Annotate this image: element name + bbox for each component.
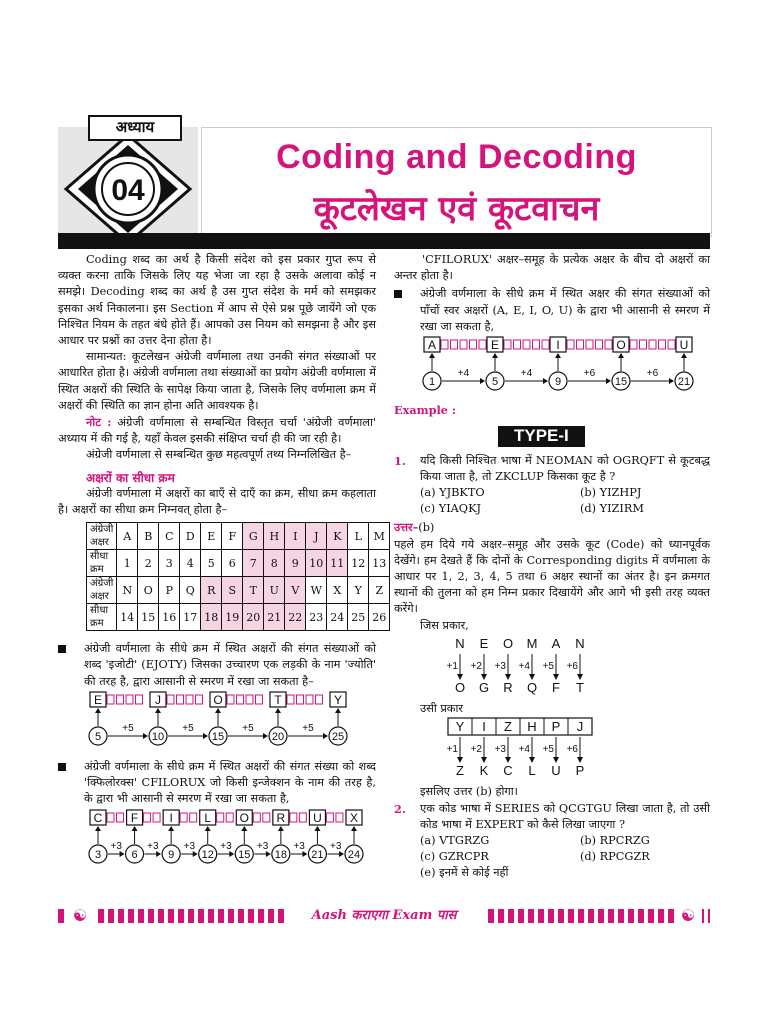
- chapter-badge-panel: [58, 127, 198, 245]
- position-number: 6: [131, 848, 138, 861]
- q2-options: [394, 833, 710, 865]
- source-letter: I: [482, 719, 486, 735]
- jis-prakar: जिस प्रकार,: [420, 618, 469, 632]
- letter: I: [556, 338, 560, 353]
- step-label: +5: [302, 722, 314, 734]
- table-cell: 14: [117, 604, 138, 631]
- mapping-diagram-1: [394, 634, 710, 696]
- letter: R: [276, 810, 286, 825]
- question-number: 1.: [394, 453, 406, 468]
- table-cell: 12: [348, 550, 369, 577]
- letter: E: [490, 338, 500, 353]
- placeholder-box: [167, 695, 174, 704]
- code-letter: L: [528, 763, 536, 779]
- table-cell: U: [264, 577, 285, 604]
- code-letter: Q: [526, 679, 538, 695]
- note-paragraph: [58, 414, 376, 447]
- position-number: 15: [211, 730, 225, 743]
- table-cell: V: [285, 577, 306, 604]
- source-letter: Z: [504, 719, 512, 735]
- position-number: 9: [554, 376, 562, 389]
- position-number: 24: [347, 848, 361, 861]
- table-cell: J: [306, 523, 327, 550]
- placeholder-box: [190, 813, 197, 822]
- chapter-badge: [58, 127, 198, 245]
- code-letter: G: [478, 679, 490, 695]
- placeholder-box: [246, 695, 253, 704]
- placeholder-box: [659, 340, 666, 349]
- table-cell: 15: [138, 604, 159, 631]
- table-row: [87, 577, 390, 604]
- placeholder-box: [126, 695, 133, 704]
- source-letter: N: [455, 635, 465, 651]
- table-cell: G: [243, 523, 264, 550]
- arrow-head: [215, 708, 221, 713]
- shift-label: +6: [566, 744, 578, 756]
- shift-label: +6: [566, 660, 578, 672]
- intro-paragraph: Coding शब्द का अर्थ है किसी संदेश को इस प्रकार गुप्त रूप से व्यक्त करना ताकि जिसके लिए यह भेजा जा रहा है उसके अलावा कोई न समझे। Decoding शब्द का अर्थ है उस गुप्त संदेश के मर्म को समझकर इसका अर्थ निकालना। इस Section में आप से ऐसे प्रश्न पूछे जायेंगे जो एक निश्चित नियम के तहत बंधे होते हैं। आपको उस नियम को समझना है और इस आधार पर प्रश्नों का उत्तर देना होता है।: [58, 253, 376, 348]
- shift-label: +4: [518, 660, 530, 672]
- arrow-head: [606, 378, 611, 384]
- placeholder-box: [117, 695, 124, 704]
- table-cell: N: [117, 577, 138, 604]
- placeholder-box: [596, 340, 603, 349]
- question-number: 2.: [394, 801, 406, 816]
- shift-label: +5: [542, 744, 554, 756]
- shift-label: +3: [494, 744, 506, 756]
- footer-tagline: Aash कराएगा Exam पास: [284, 906, 484, 926]
- letter: A: [427, 338, 437, 353]
- table-cell: 11: [327, 550, 348, 577]
- placeholder-box: [227, 695, 234, 704]
- arrow-head: [241, 826, 247, 831]
- step-label: +5: [122, 722, 134, 734]
- placeholder-box: [177, 695, 184, 704]
- table-cell: 1: [117, 550, 138, 577]
- mapping-diagram-2: [394, 717, 710, 779]
- note-text: अंग्रेजी वर्णमाला से सम्बन्धित विस्तृत चर्चा 'अंग्रेजी वर्णमाला' अध्याय में की गई है, यहाँ केवल इसकी संक्षिप्त चर्चा ही की जा रही है।: [58, 416, 377, 446]
- code-letter: R: [503, 679, 513, 695]
- letter: C: [93, 810, 103, 825]
- question-text: यदि किसी निश्चित भाषा में NEOMAN को OGRQFT से कूटबद्ध किया जाता है, तो ZKCLUP किसका कूट है ?: [420, 453, 710, 483]
- code-letter: F: [552, 679, 560, 695]
- table-row: [87, 523, 390, 550]
- vowels-text: अंग्रेजी वर्णमाला के सीधे क्रम में स्थित अक्षर की संगत संख्याओं को पाँचों स्वर अक्षरों (A, E, I, O, U) के द्वारा भी आसानी से स्मरण में रखा जा सकता है,: [420, 287, 710, 333]
- placeholder-box: [117, 813, 124, 822]
- example-label: Example :: [394, 403, 457, 418]
- arrow-head: [168, 826, 174, 831]
- table-cell: 17: [180, 604, 201, 631]
- arrow-head: [155, 708, 161, 713]
- placeholder-box: [263, 813, 270, 822]
- table-cell: A: [117, 523, 138, 550]
- yin-yang-icon: ☯: [66, 906, 94, 926]
- question-text: एक कोड भाषा में SERIES को QCGTGU लिखा जाता है, तो उसी कोड भाषा में EXPERT को कैसे लिखा जाएगा ?: [420, 801, 710, 831]
- letter: J: [155, 692, 161, 707]
- placeholder-box: [217, 813, 224, 822]
- code-letter: P: [575, 763, 585, 779]
- position-number: 25: [331, 730, 345, 743]
- code-letter: Z: [456, 763, 464, 779]
- shift-label: +5: [542, 660, 554, 672]
- placeholder-box: [316, 695, 323, 704]
- option: (a) YJBKTO: [420, 486, 485, 500]
- letter: Y: [333, 692, 343, 707]
- code-letter: O: [454, 679, 466, 695]
- general-paragraph: सामान्यत: कूटलेखन अंग्रेजी वर्णमाला तथा उनकी संगत संख्याओं पर आधारित होता है। अंग्रेजी वर्णमाला तथा संख्याओं का प्रयोग अंग्रेजी वर्णमाला में स्थित अक्षरों की स्थिति के सापेक्ष किया जाता है, जिसके लिए वर्णमाला क्रम में अक्षरों की स्थिति का ज्ञान होना अति आवश्यक है।: [58, 350, 377, 412]
- step-label: +3: [183, 840, 196, 852]
- table-cell: W: [306, 577, 327, 604]
- solution-text: पहले हम दिये गये अक्षर–समूह और उसके कूट (Code) को ध्यानपूर्वक देखेंगे। हम देखते हैं कि दोनों के Corresponding digits में वर्णमाला के आधार पर 1, 2, 3, 4, 5 तथा 6 अक्षर स्थानों का अंतर है। इन क्रमगत स्थानों की तुलना को हम निम्न प्रकार दिखायेंगे और आगे भी इसी तरह व्यक्त करेंगे।: [394, 537, 710, 616]
- position-number: 9: [168, 848, 175, 861]
- table-cell: 22: [285, 604, 306, 631]
- position-number: 3: [94, 848, 102, 861]
- table-cell: 20: [243, 604, 264, 631]
- option: (b) RPCRZG: [580, 834, 650, 848]
- placeholder-box: [605, 340, 612, 349]
- placeholder-box: [460, 340, 467, 349]
- placeholder-box: [299, 813, 306, 822]
- step-label: +4: [520, 368, 533, 380]
- letter: U: [679, 338, 689, 353]
- table-cell: 26: [369, 604, 390, 631]
- placeholder-box: [668, 340, 675, 349]
- position-number: 21: [677, 376, 691, 389]
- table-row: [87, 550, 390, 577]
- table-cell: 13: [369, 550, 390, 577]
- row-label: अंग्रेजी अक्षर: [87, 577, 117, 604]
- shift-label: +4: [518, 744, 530, 756]
- arrow-head: [480, 378, 485, 384]
- letter: L: [204, 810, 212, 825]
- position-number: 15: [614, 376, 628, 389]
- table-cell: 10: [306, 550, 327, 577]
- step-label: +3: [220, 840, 232, 852]
- letter: I: [169, 810, 173, 825]
- option: (c) GZRCPR: [420, 850, 489, 864]
- table-cell: P: [159, 577, 180, 604]
- source-letter: N: [575, 635, 585, 651]
- position-number: 15: [238, 848, 251, 861]
- arrow-head: [143, 733, 148, 739]
- cfilorux-diagram: [58, 808, 376, 870]
- chapter-header: [58, 115, 710, 245]
- shift-label: +2: [470, 660, 482, 672]
- arrow-head: [95, 826, 101, 831]
- source-letter: A: [551, 635, 561, 651]
- direct-order-paragraph: अंग्रेजी वर्णमाला में अक्षरों का बाएँ से दाएँ का क्रम, सीधा क्रम कहलाता है। अक्षरों का सीधा क्रम निम्नवत् होता है–: [58, 486, 376, 517]
- table-cell: D: [180, 523, 201, 550]
- step-label: +3: [293, 840, 305, 852]
- placeholder-box: [533, 340, 540, 349]
- arrow-head: [263, 733, 268, 739]
- step-label: +6: [646, 368, 659, 380]
- table-cell: Q: [180, 577, 201, 604]
- question-1: [394, 453, 710, 485]
- arrow-head: [618, 353, 624, 358]
- placeholder-box: [470, 340, 477, 349]
- source-letter: J: [576, 719, 584, 735]
- right-column: [394, 252, 710, 882]
- option: (d) YIZIRM: [580, 502, 644, 516]
- code-letter: T: [576, 679, 584, 695]
- header-divider: [58, 233, 710, 249]
- table-cell: 2: [138, 550, 159, 577]
- table-row: [87, 604, 390, 631]
- placeholder-box: [504, 340, 511, 349]
- yin-yang-icon: ☯: [674, 906, 702, 926]
- placeholder-box: [523, 340, 530, 349]
- vowels-bullet: [394, 286, 710, 335]
- table-cell: 4: [180, 550, 201, 577]
- option: (d) RPCGZR: [580, 850, 650, 864]
- arrow-head: [335, 708, 341, 713]
- table-cell: 24: [327, 604, 348, 631]
- position-number: 20: [271, 730, 285, 743]
- step-label: +3: [330, 840, 342, 852]
- placeholder-box: [297, 695, 304, 704]
- placeholder-box: [144, 813, 151, 822]
- alphabet-table: [86, 522, 390, 631]
- table-cell: 25: [348, 604, 369, 631]
- table-cell: Y: [348, 577, 369, 604]
- ejoty-bullet: [58, 641, 376, 690]
- step-label: +3: [147, 840, 159, 852]
- table-cell: M: [369, 523, 390, 550]
- bullet-square: [58, 645, 66, 653]
- source-letter: Y: [455, 719, 465, 735]
- position-number: 5: [94, 730, 102, 743]
- step-label: +4: [457, 368, 470, 380]
- option: (c) YIAQKJ: [420, 502, 482, 516]
- position-number: 1: [428, 376, 436, 389]
- note-label: नोट :: [86, 415, 112, 430]
- bullet-square: [394, 290, 402, 298]
- table-cell: T: [243, 577, 264, 604]
- placeholder-box: [336, 813, 343, 822]
- table-cell: L: [348, 523, 369, 550]
- source-letter: M: [526, 635, 538, 651]
- arrow-head: [278, 826, 284, 831]
- letter: X: [349, 810, 359, 825]
- arrow-head: [681, 353, 687, 358]
- placeholder-box: [441, 340, 448, 349]
- placeholder-box: [107, 813, 114, 822]
- step-label: +5: [182, 722, 194, 734]
- type-badge: TYPE-I: [498, 426, 585, 446]
- table-cell: E: [201, 523, 222, 550]
- bullet-square: [58, 763, 66, 771]
- placeholder-box: [514, 340, 521, 349]
- arrow-head: [429, 353, 435, 358]
- left-column: [58, 252, 387, 875]
- step-label: +3: [256, 840, 269, 852]
- source-letter: P: [551, 719, 561, 735]
- table-cell: 18: [201, 604, 222, 631]
- vowels-diagram: [394, 335, 710, 397]
- letter: T: [274, 692, 282, 707]
- position-number: 21: [311, 848, 324, 861]
- table-cell: 7: [243, 550, 264, 577]
- arrow-head: [543, 378, 548, 384]
- footer-band: [58, 906, 710, 926]
- facts-intro: अंग्रेजी वर्णमाला से सम्बन्धित कुछ महत्वपूर्ण तथ्य निम्नलिखित है–: [86, 448, 352, 462]
- letter: U: [313, 810, 322, 825]
- code-letter: U: [551, 763, 561, 779]
- arrow-head: [492, 353, 498, 358]
- position-number: 12: [201, 848, 214, 861]
- placeholder-box: [226, 813, 233, 822]
- answer-line: [394, 519, 710, 536]
- table-cell: 3: [159, 550, 180, 577]
- placeholder-box: [237, 695, 244, 704]
- table-cell: S: [222, 577, 243, 604]
- shift-label: +1: [446, 744, 458, 756]
- placeholder-box: [290, 813, 297, 822]
- arrow-head: [205, 826, 211, 831]
- cfilorux-text: अंग्रेजी वर्णमाला के सीधे क्रम में स्थित अक्षरों की संगत संख्या को शब्द 'क्फिलोरक्स' CFILORUX जो किसी इन्जेक्शन के नाम की तरह है, के द्वारा भी आसानी से स्मरण में रखा जा सकता है,: [84, 760, 376, 806]
- letter: F: [130, 810, 139, 825]
- placeholder-box: [630, 340, 637, 349]
- position-number: 5: [491, 376, 499, 389]
- table-cell: 9: [285, 550, 306, 577]
- chapter-label: अध्याय: [88, 115, 182, 141]
- table-cell: R: [201, 577, 222, 604]
- placeholder-box: [196, 695, 203, 704]
- table-cell: 8: [264, 550, 285, 577]
- placeholder-box: [253, 813, 260, 822]
- placeholder-box: [640, 340, 647, 349]
- table-cell: H: [264, 523, 285, 550]
- row-label: सीधा क्रम: [87, 604, 117, 631]
- arrow-head: [95, 708, 101, 713]
- source-letter: O: [502, 635, 514, 651]
- table-cell: 16: [159, 604, 180, 631]
- q1-options: [394, 485, 710, 517]
- answer-value: (b): [418, 521, 435, 535]
- arrow-head: [314, 826, 320, 831]
- arrow-head: [323, 733, 328, 739]
- section-subhead: अक्षरों का सीधा क्रम: [86, 470, 175, 485]
- chapter-number: 04: [111, 174, 145, 207]
- cfilorux-bullet: [58, 759, 376, 808]
- shift-label: +3: [494, 660, 506, 672]
- title-english: Coding and Decoding: [276, 138, 637, 176]
- position-number: 18: [274, 848, 287, 861]
- answer-label: उत्तर–: [394, 520, 419, 535]
- placeholder-box: [451, 340, 458, 349]
- placeholder-box: [577, 340, 584, 349]
- ejoty-text: अंग्रेजी वर्णमाला के सीधे क्रम में स्थित अक्षरों की संगत संख्याओं को शब्द 'इजोटी' (EJOTY) जिसका उच्चारण एक लड़की के नाम 'ज्योति' की तरह है, द्वारा आसानी से स्मरण में रखा जा सकता है–: [84, 642, 376, 688]
- placeholder-box: [256, 695, 263, 704]
- placeholder-box: [180, 813, 187, 822]
- placeholder-box: [136, 695, 143, 704]
- placeholder-box: [306, 695, 313, 704]
- arrow-head: [555, 353, 561, 358]
- placeholder-box: [479, 340, 486, 349]
- table-cell: 5: [201, 550, 222, 577]
- title-hindi: कूटलेखन एवं कूटवाचन: [313, 189, 600, 229]
- table-cell: X: [327, 577, 348, 604]
- table-cell: 19: [222, 604, 243, 631]
- cfilorux-note: 'CFILORUX' अक्षर–समूह के प्रत्येक अक्षर के बीच दो अक्षरों का अन्तर होता है।: [394, 253, 710, 283]
- arrow-head: [351, 826, 357, 831]
- position-number: 10: [151, 730, 165, 743]
- letter: O: [213, 692, 223, 707]
- table-cell: 21: [264, 604, 285, 631]
- shift-label: +1: [446, 660, 458, 672]
- placeholder-box: [287, 695, 294, 704]
- arrow-head: [669, 378, 674, 384]
- placeholder-box: [186, 695, 193, 704]
- table-cell: Z: [369, 577, 390, 604]
- shift-label: +2: [470, 744, 482, 756]
- step-label: +3: [110, 840, 122, 852]
- arrow-head: [132, 826, 138, 831]
- arrow-head: [203, 733, 208, 739]
- letter: E: [93, 692, 103, 707]
- code-letter: K: [479, 763, 489, 779]
- letter: O: [616, 338, 626, 353]
- source-letter: E: [479, 635, 489, 651]
- usi-prakar: उसी प्रकार: [420, 702, 463, 716]
- table-cell: C: [159, 523, 180, 550]
- step-label: +6: [583, 368, 596, 380]
- placeholder-box: [153, 813, 160, 822]
- code-letter: C: [503, 763, 513, 779]
- table-cell: I: [285, 523, 306, 550]
- row-label: अंग्रेजी अक्षर: [87, 523, 117, 550]
- step-label: +5: [242, 722, 254, 734]
- question-2: [394, 801, 710, 833]
- ejoty-diagram: [58, 690, 376, 752]
- option: (a) VTGRZG: [420, 834, 490, 848]
- placeholder-box: [649, 340, 656, 349]
- placeholder-box: [542, 340, 549, 349]
- table-cell: 6: [222, 550, 243, 577]
- arrow-head: [275, 708, 281, 713]
- placeholder-box: [567, 340, 574, 349]
- table-cell: B: [138, 523, 159, 550]
- placeholder-box: [326, 813, 333, 822]
- title-box: [201, 127, 712, 237]
- table-cell: K: [327, 523, 348, 550]
- conclusion: इसलिए उत्तर (b) होगा।: [420, 785, 518, 799]
- source-letter: H: [527, 719, 537, 735]
- option: (b) YIZHPJ: [580, 486, 642, 500]
- table-cell: F: [222, 523, 243, 550]
- option: (e) इनमें से कोई नहीं: [420, 866, 509, 880]
- table-cell: 23: [306, 604, 327, 631]
- placeholder-box: [107, 695, 114, 704]
- placeholder-box: [586, 340, 593, 349]
- letter: O: [239, 810, 249, 825]
- table-cell: O: [138, 577, 159, 604]
- row-label: सीधा क्रम: [87, 550, 117, 577]
